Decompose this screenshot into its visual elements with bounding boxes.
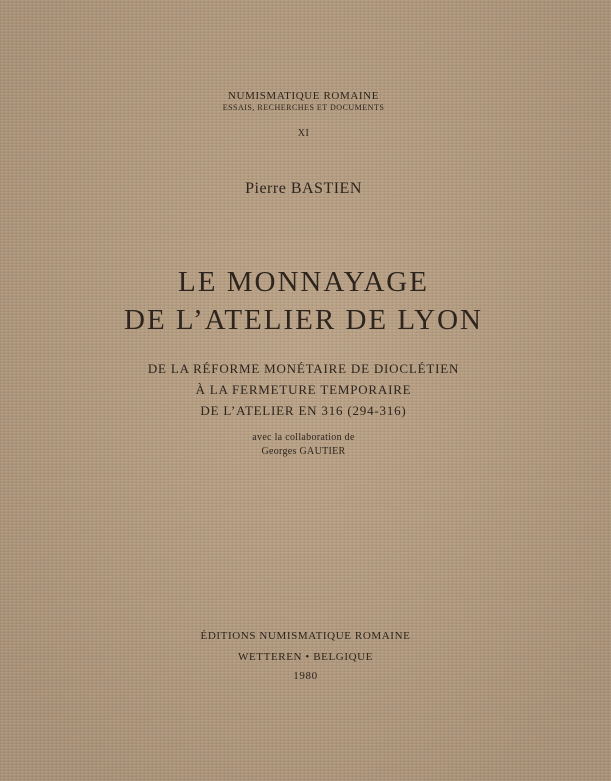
author-name: Pierre BASTIEN [245, 180, 362, 197]
book-title-line-2: DE L’ATELIER DE LYON [124, 304, 483, 336]
publication-place: WETTEREN • BELGIQUE [238, 651, 373, 663]
collaboration-line-1: avec la collaboration de [252, 432, 355, 443]
series-title: NUMISMATIQUE ROMAINE [227, 90, 380, 102]
collaboration-line-2: Georges GAUTIER [261, 446, 346, 457]
book-title-line-1: LE MONNAYAGE [178, 266, 429, 298]
volume-number: XI [297, 128, 310, 139]
book-subtitle-line-1: DE LA RÉFORME MONÉTAIRE DE DIOCLÉTIEN [147, 361, 460, 376]
series-subtitle: ESSAIS, RECHERCHES ET DOCUMENTS [222, 103, 385, 112]
book-subtitle-line-2: À LA FERMETURE TEMPORAIRE [195, 382, 412, 397]
publication-year: 1980 [293, 670, 318, 682]
publisher-name: ÉDITIONS NUMISMATIQUE ROMAINE [200, 630, 411, 642]
book-subtitle-line-3: DE L’ATELIER EN 316 (294-316) [200, 403, 407, 418]
